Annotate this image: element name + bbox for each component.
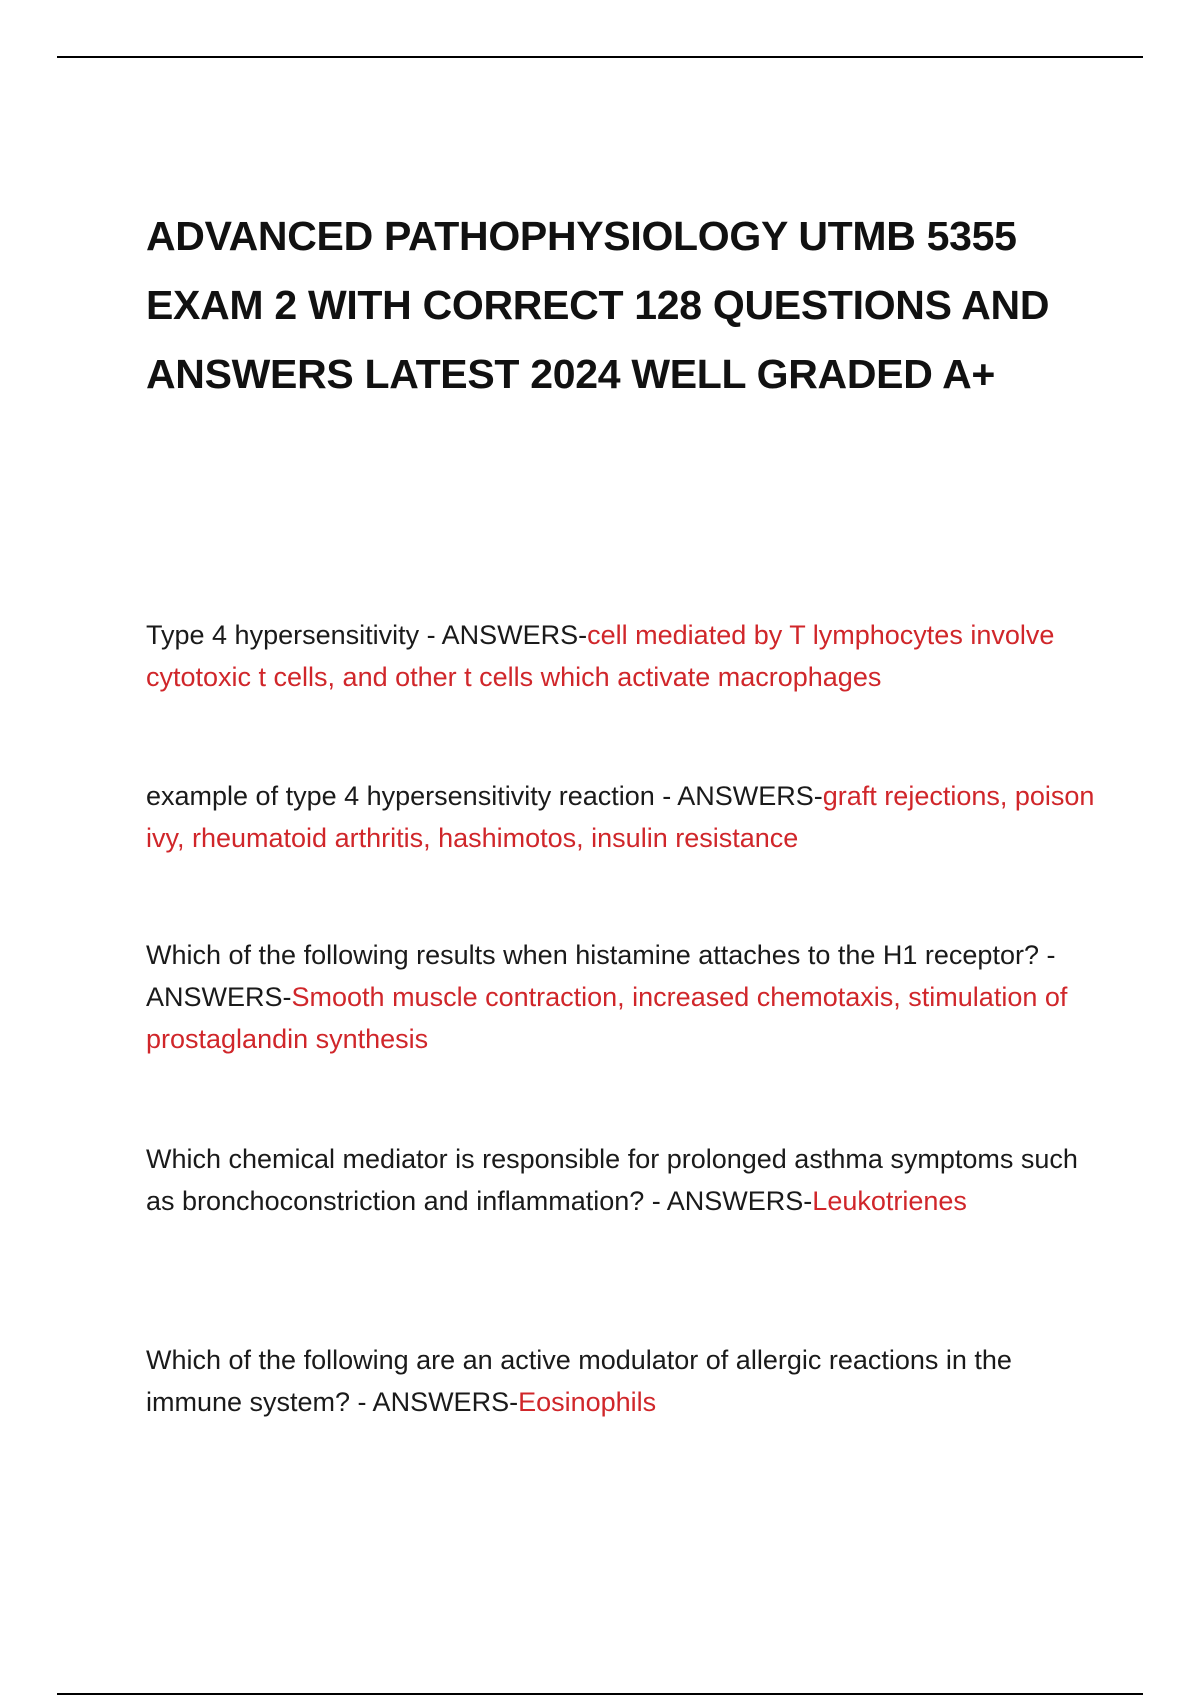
qa-item <box>146 934 1096 1060</box>
answer-text: Eosinophils <box>518 1387 657 1417</box>
answer-text: Smooth muscle contraction, increased chemotaxis, stimulation of prostaglandin synthesis <box>146 982 1068 1054</box>
bottom-divider <box>57 1693 1143 1695</box>
answer-text: cell mediated by T lymphocytes involve cytotoxic t cells, and other t cells which activate macrophages <box>146 620 1055 692</box>
answer-text: graft rejections, poison ivy, rheumatoid arthritis, hashimotos, insulin resistance <box>146 781 1095 853</box>
document-title: ADVANCED PATHOPHYSIOLOGY UTMB 5355 EXAM 2 WITH CORRECT 128 QUESTIONS AND ANSWERS LATEST 2024 WELL GRADED A+ <box>146 213 1050 397</box>
top-divider <box>57 56 1143 58</box>
question-text: Which chemical mediator is responsible for prolonged asthma symptoms such as bronchoconstriction and inflammation? - ANSWERS- <box>146 1144 1078 1216</box>
qa-item <box>146 1339 1096 1423</box>
question-text: Type 4 hypersensitivity - ANSWERS- <box>146 620 588 650</box>
answer-text: Leukotrienes <box>812 1186 967 1216</box>
question-text: Which of the following results when histamine attaches to the H1 receptor? - ANSWERS- <box>146 940 1056 1012</box>
question-text: example of type 4 hypersensitivity reaction - ANSWERS- <box>146 781 823 811</box>
qa-item <box>146 1138 1096 1222</box>
qa-item <box>146 614 1096 698</box>
question-text: Which of the following are an active modulator of allergic reactions in the immune system? - ANSWERS- <box>146 1345 1012 1417</box>
qa-item <box>146 775 1096 859</box>
